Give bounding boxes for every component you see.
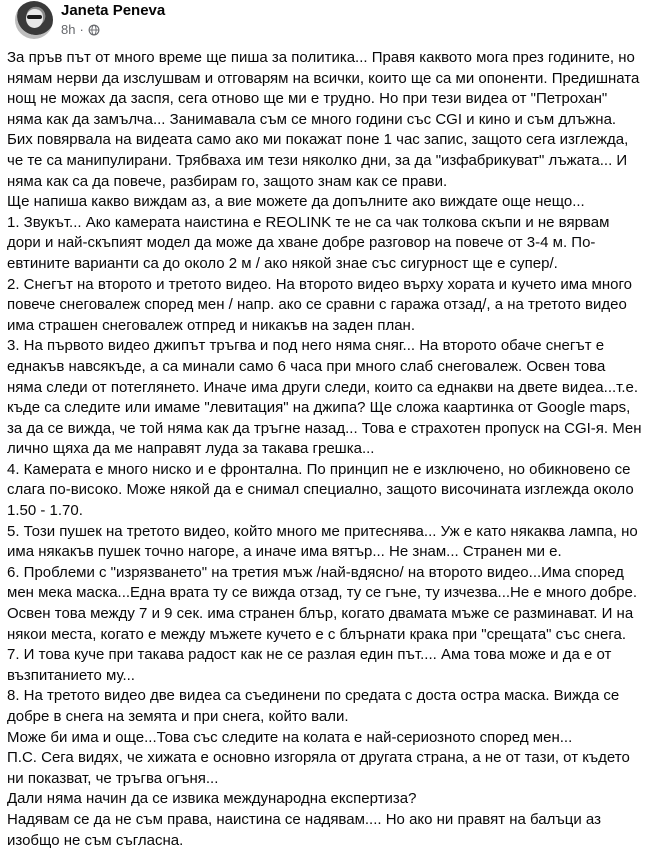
post-paragraph: Ще напиша какво виждам аз, а вие можете да допълните ако виждате още нещо... <box>7 193 585 211</box>
post-paragraph: 6. Проблеми с "изрязването" на третия мъж /най-вдясно/ на второто видео...Има според мен мека маска...Една врата ту се вижда отзад, ту се гъне, ту изчезва...Не е много добре. Освен това между 7 и 9 сек. има странен блър, когато двамата мъже се разминават. И на някои места, когато е между мъжете кучето е с блърнати крака при "срещата" със снега. <box>7 563 638 643</box>
post-paragraph: 5. Този пушек на третото видео, който много ме притеснява... Уж е като някаква лампа, но има някакъв пушек точно нагоре, а иначе има вятър... Не знам... Странен ми е. <box>7 522 638 561</box>
author-name[interactable]: Janeta Peneva <box>61 2 166 19</box>
avatar-glasses <box>27 15 42 19</box>
post-paragraph: За пръв път от много време ще пиша за политика... Правя каквото мога през годините, но нямам нерви да изслушвам и отговарям на всички, които ще са ми опоненти. Предишната нощ не можах да заспя, сега отново ще ми е трудно. Но при тези видеа от "Петрохан" няма как да замълча... Занимавала съм се много години със CGI и кино и съм длъжна. Бих повярвала на видеата само ако ми покажат поне 1 час запис, защото сега изглежда, че те са манипулирани. Трябваха им тези няколко дни, за да "изфабрикуват" лъжата... И няма как са да повече, разбирам го, защото знам как се прави. <box>7 49 640 190</box>
post-header <box>15 0 635 42</box>
globe-icon[interactable] <box>88 24 100 36</box>
post-meta <box>61 22 100 37</box>
post-paragraph: Дали няма начин да се извика международна експертиза? <box>7 790 417 808</box>
post-paragraph: 1. Звукът... Ако камерата наистина е REOLINK те не са чак толкова скъпи и не вярвам дори и най-скъпият модел да може да хване добре разговор на повече от 3-4 м. По-евтините варианти са до около 2 м / ако някой знае със сигурност ще е супер/. <box>7 213 610 272</box>
post-paragraph: 3. На първото видео джипът тръгва и под него няма сняг... На второто обаче снегът е еднакъв навсякъде, а са минали само 6 часа при много слаб снеговалеж. Освен това няма следи от потеглянето. Иначе има други следи, които са еднакви на двете видеа...т.е. къде са следите или имаме "левитация" на джипа? Ще сложа каартинка от Google maps, за да се вижда, че той няма как да тръгне назад... Това е страхотен пропуск на CGI-я. Мен лично щяха да ме направят луда за такава грешка... <box>7 337 642 458</box>
post-paragraph: 2. Снегът на второто и третото видео. На второто видео върху хората и кучето има много повече снеговалеж според мен / напр. ако се сравни с гаража отзад/, а на третото видео има страшен снеговалеж отпред и никакъв на заден план. <box>7 275 632 334</box>
meta-separator: · <box>79 22 84 37</box>
avatar[interactable] <box>15 1 53 39</box>
post-paragraph: 4. Камерата е много ниско и е фронтална. По принцип не е изключено, но обикновено се слага по-високо. Може някой да е снимал специално, защото височината изглежда около 1.50 - 1.70. <box>7 460 634 520</box>
post-paragraph: Може би има и още...Това със следите на колата е най-сериозното според мен... <box>7 728 573 746</box>
post-body <box>7 48 643 851</box>
post-paragraph: Надявам се да не съм права, наистина се надявам.... Но ако ни правят на балъци аз изобщо не съм съгласна. <box>7 810 601 849</box>
post-paragraph: 8. На третото видео две видеа са съединени по средата с доста остра маска. Вижда се добре в снега на земята и при снега, който вали. <box>7 687 620 725</box>
post-time[interactable]: 8h <box>61 22 76 37</box>
post-paragraph: П.С. Сега видях, че хижата е основно изгоряла от другата страна, а не от тази, от където ни показват, че тръгва огъня... <box>7 749 630 787</box>
post-paragraph: 7. И това куче при такава радост как не се разлая един път.... Ама това може и да е от възпитанието му... <box>7 646 612 684</box>
